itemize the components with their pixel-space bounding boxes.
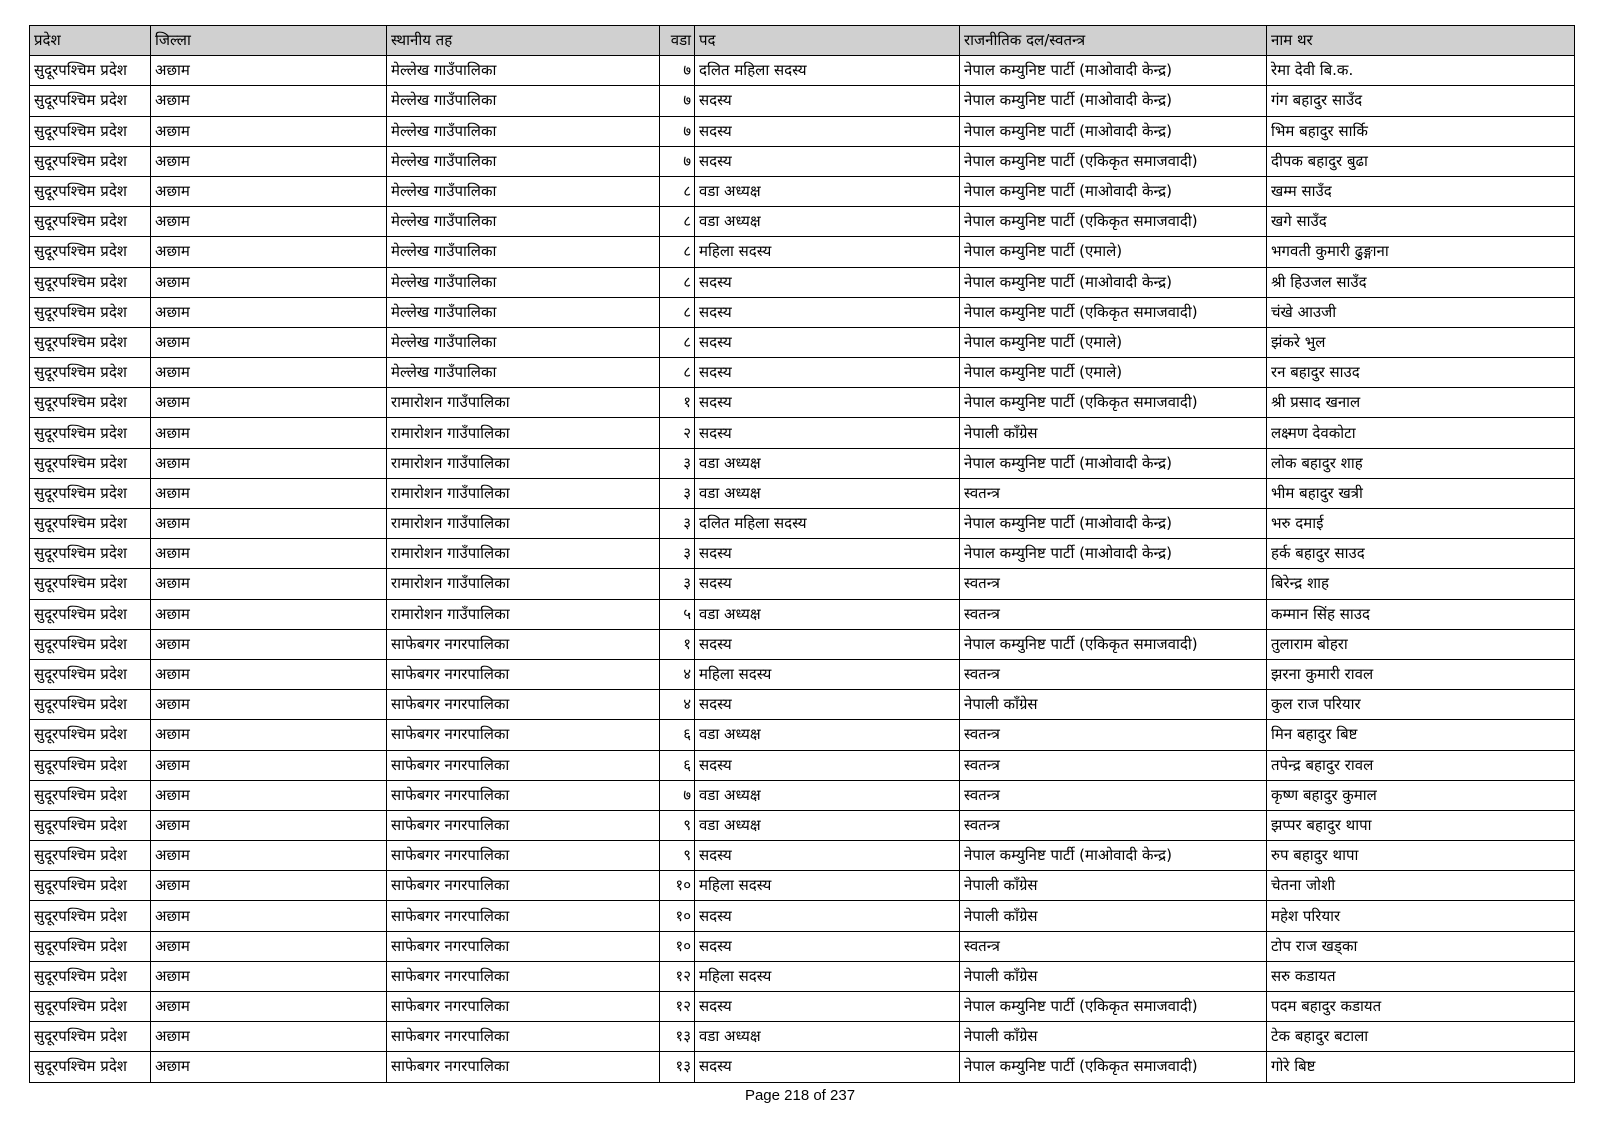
district-cell: अछाम [151, 810, 387, 840]
party-cell: नेपाल कम्युनिष्ट पार्टी (माओवादी केन्द्र) [960, 509, 1267, 539]
party-cell: स्वतन्त्र [960, 720, 1267, 750]
local-level-cell: साफेबगर नगरपालिका [387, 690, 660, 720]
table-row [30, 418, 1575, 448]
table-row [30, 267, 1575, 297]
party-cell: नेपाल कम्युनिष्ट पार्टी (माओवादी केन्द्र) [960, 267, 1267, 297]
province-cell: सुदूरपश्चिम प्रदेश [30, 539, 151, 569]
header-row [30, 26, 1575, 56]
table-row [30, 539, 1575, 569]
local-level-cell: रामारोशन गाउँपालिका [387, 448, 660, 478]
page-number: Page 218 of 237 [744, 1087, 856, 1104]
ward-cell: ७ [660, 780, 695, 810]
table-row [30, 478, 1575, 508]
province-cell: सुदूरपश्चिम प्रदेश [30, 569, 151, 599]
col-header-party: राजनीतिक दल/स्वतन्त्र [960, 26, 1267, 56]
name-cell: लोक बहादुर शाह [1267, 448, 1575, 478]
ward-cell: ९ [660, 841, 695, 871]
province-cell: सुदूरपश्चिम प्रदेश [30, 176, 151, 206]
party-cell: नेपाल कम्युनिष्ट पार्टी (माओवादी केन्द्र) [960, 539, 1267, 569]
position-cell: सदस्य [695, 116, 960, 146]
province-cell: सुदूरपश्चिम प्रदेश [30, 267, 151, 297]
table-row [30, 1022, 1575, 1052]
district-cell: अछाम [151, 871, 387, 901]
party-cell: नेपाल कम्युनिष्ट पार्टी (माओवादी केन्द्र) [960, 116, 1267, 146]
party-cell: नेपाल कम्युनिष्ट पार्टी (एकिकृत समाजवादी) [960, 388, 1267, 418]
ward-cell: १ [660, 388, 695, 418]
position-cell: वडा अध्यक्ष [695, 780, 960, 810]
table-row [30, 176, 1575, 206]
district-cell: अछाम [151, 1022, 387, 1052]
name-cell: बिरेन्द्र शाह [1267, 569, 1575, 599]
province-cell: सुदूरपश्चिम प्रदेश [30, 992, 151, 1022]
name-cell: कम्मान सिंह साउद [1267, 599, 1575, 629]
district-cell: अछाम [151, 961, 387, 991]
name-cell: खगे साउँद [1267, 207, 1575, 237]
name-cell: गंग बहादुर साउँद [1267, 86, 1575, 116]
table-header [30, 26, 1575, 56]
position-cell: सदस्य [695, 690, 960, 720]
local-level-cell: साफेबगर नगरपालिका [387, 871, 660, 901]
position-cell: सदस्य [695, 901, 960, 931]
district-cell: अछाम [151, 750, 387, 780]
name-cell: कृष्ण बहादुर कुमाल [1267, 780, 1575, 810]
name-cell: सरु कडायत [1267, 961, 1575, 991]
local-level-cell: साफेबगर नगरपालिका [387, 931, 660, 961]
ward-cell: ६ [660, 720, 695, 750]
local-level-cell: साफेबगर नगरपालिका [387, 720, 660, 750]
position-cell: वडा अध्यक्ष [695, 720, 960, 750]
local-level-cell: मेल्लेख गाउँपालिका [387, 358, 660, 388]
name-cell: भीम बहादुर खत्री [1267, 478, 1575, 508]
name-cell: झरना कुमारी रावल [1267, 659, 1575, 689]
local-level-cell: साफेबगर नगरपालिका [387, 961, 660, 991]
ward-cell: ४ [660, 690, 695, 720]
province-cell: सुदूरपश्चिम प्रदेश [30, 237, 151, 267]
table-row [30, 901, 1575, 931]
col-header-position: पद [695, 26, 960, 56]
name-cell: रेमा देवी बि.क. [1267, 56, 1575, 86]
party-cell: नेपाली काँग्रेस [960, 901, 1267, 931]
local-level-cell: रामारोशन गाउँपालिका [387, 569, 660, 599]
province-cell: सुदूरपश्चिम प्रदेश [30, 358, 151, 388]
district-cell: अछाम [151, 780, 387, 810]
ward-cell: १२ [660, 961, 695, 991]
name-cell: तुलाराम बोहरा [1267, 629, 1575, 659]
position-cell: सदस्य [695, 992, 960, 1022]
district-cell: अछाम [151, 388, 387, 418]
district-cell: अछाम [151, 539, 387, 569]
party-cell: नेपाल कम्युनिष्ट पार्टी (एमाले) [960, 237, 1267, 267]
table-row [30, 448, 1575, 478]
local-level-cell: रामारोशन गाउँपालिका [387, 539, 660, 569]
ward-cell: १३ [660, 1052, 695, 1082]
local-level-cell: मेल्लेख गाउँपालिका [387, 267, 660, 297]
ward-cell: ७ [660, 146, 695, 176]
position-cell: सदस्य [695, 629, 960, 659]
position-cell: सदस्य [695, 297, 960, 327]
table-row [30, 629, 1575, 659]
name-cell: श्री हिउजल साउँद [1267, 267, 1575, 297]
province-cell: सुदूरपश्चिम प्रदेश [30, 871, 151, 901]
position-cell: महिला सदस्य [695, 659, 960, 689]
province-cell: सुदूरपश्चिम प्रदेश [30, 690, 151, 720]
position-cell: महिला सदस्य [695, 237, 960, 267]
ward-cell: ७ [660, 56, 695, 86]
district-cell: अछाम [151, 659, 387, 689]
position-cell: सदस्य [695, 931, 960, 961]
table-row [30, 237, 1575, 267]
district-cell: अछाम [151, 448, 387, 478]
district-cell: अछाम [151, 86, 387, 116]
name-cell: हर्क बहादुर साउद [1267, 539, 1575, 569]
district-cell: अछाम [151, 478, 387, 508]
name-cell: भिम बहादुर सार्कि [1267, 116, 1575, 146]
ward-cell: ३ [660, 539, 695, 569]
district-cell: अछाम [151, 56, 387, 86]
local-level-cell: मेल्लेख गाउँपालिका [387, 327, 660, 357]
local-level-cell: साफेबगर नगरपालिका [387, 629, 660, 659]
province-cell: सुदूरपश्चिम प्रदेश [30, 56, 151, 86]
province-cell: सुदूरपश्चिम प्रदेश [30, 810, 151, 840]
party-cell: नेपाल कम्युनिष्ट पार्टी (माओवादी केन्द्र) [960, 448, 1267, 478]
party-cell: नेपाल कम्युनिष्ट पार्टी (माओवादी केन्द्र) [960, 56, 1267, 86]
district-cell: अछाम [151, 237, 387, 267]
district-cell: अछाम [151, 841, 387, 871]
ward-cell: १० [660, 871, 695, 901]
province-cell: सुदूरपश्चिम प्रदेश [30, 116, 151, 146]
position-cell: दलित महिला सदस्य [695, 509, 960, 539]
district-cell: अछाम [151, 931, 387, 961]
name-cell: झंकरे भुल [1267, 327, 1575, 357]
local-level-cell: मेल्लेख गाउँपालिका [387, 116, 660, 146]
district-cell: अछाम [151, 509, 387, 539]
local-level-cell: मेल्लेख गाउँपालिका [387, 176, 660, 206]
ward-cell: १ [660, 629, 695, 659]
province-cell: सुदूरपश्चिम प्रदेश [30, 780, 151, 810]
ward-cell: ७ [660, 116, 695, 146]
table-row [30, 750, 1575, 780]
province-cell: सुदूरपश्चिम प्रदेश [30, 901, 151, 931]
name-cell: टोप राज खड्का [1267, 931, 1575, 961]
ward-cell: ८ [660, 237, 695, 267]
name-cell: झप्पर बहादुर थापा [1267, 810, 1575, 840]
position-cell: सदस्य [695, 418, 960, 448]
table-row [30, 659, 1575, 689]
party-cell: नेपाली काँग्रेस [960, 418, 1267, 448]
province-cell: सुदूरपश्चिम प्रदेश [30, 207, 151, 237]
district-cell: अछाम [151, 297, 387, 327]
local-level-cell: मेल्लेख गाउँपालिका [387, 86, 660, 116]
results-table [29, 25, 1575, 1083]
name-cell: तपेन्द्र बहादुर रावल [1267, 750, 1575, 780]
local-level-cell: साफेबगर नगरपालिका [387, 841, 660, 871]
local-level-cell: साफेबगर नगरपालिका [387, 750, 660, 780]
party-cell: नेपाली काँग्रेस [960, 1022, 1267, 1052]
col-header-local-level: स्थानीय तह [387, 26, 660, 56]
party-cell: नेपाली काँग्रेस [960, 961, 1267, 991]
table-row [30, 1052, 1575, 1082]
local-level-cell: रामारोशन गाउँपालिका [387, 478, 660, 508]
ward-cell: ३ [660, 509, 695, 539]
province-cell: सुदूरपश्चिम प्रदेश [30, 509, 151, 539]
table-row [30, 599, 1575, 629]
ward-cell: ८ [660, 176, 695, 206]
name-cell: गोरे बिष्ट [1267, 1052, 1575, 1082]
position-cell: वडा अध्यक्ष [695, 478, 960, 508]
name-cell: भगवती कुमारी ढुङ्गाना [1267, 237, 1575, 267]
table-row [30, 358, 1575, 388]
local-level-cell: साफेबगर नगरपालिका [387, 901, 660, 931]
position-cell: सदस्य [695, 841, 960, 871]
table-row [30, 86, 1575, 116]
table-row [30, 690, 1575, 720]
col-header-name: नाम थर [1267, 26, 1575, 56]
party-cell: नेपाल कम्युनिष्ट पार्टी (माओवादी केन्द्र) [960, 176, 1267, 206]
local-level-cell: मेल्लेख गाउँपालिका [387, 237, 660, 267]
party-cell: नेपाल कम्युनिष्ट पार्टी (एकिकृत समाजवादी) [960, 992, 1267, 1022]
ward-cell: ५ [660, 599, 695, 629]
province-cell: सुदूरपश्चिम प्रदेश [30, 629, 151, 659]
position-cell: महिला सदस्य [695, 961, 960, 991]
ward-cell: १३ [660, 1022, 695, 1052]
party-cell: नेपाल कम्युनिष्ट पार्टी (एकिकृत समाजवादी) [960, 297, 1267, 327]
position-cell: वडा अध्यक्ष [695, 810, 960, 840]
table-row [30, 207, 1575, 237]
table-row [30, 116, 1575, 146]
ward-cell: ८ [660, 297, 695, 327]
province-cell: सुदूरपश्चिम प्रदेश [30, 327, 151, 357]
ward-cell: ८ [660, 207, 695, 237]
local-level-cell: रामारोशन गाउँपालिका [387, 418, 660, 448]
province-cell: सुदूरपश्चिम प्रदेश [30, 1052, 151, 1082]
position-cell: सदस्य [695, 750, 960, 780]
party-cell: नेपाल कम्युनिष्ट पार्टी (एकिकृत समाजवादी) [960, 1052, 1267, 1082]
party-cell: नेपाल कम्युनिष्ट पार्टी (एकिकृत समाजवादी) [960, 629, 1267, 659]
district-cell: अछाम [151, 358, 387, 388]
district-cell: अछाम [151, 116, 387, 146]
table-row [30, 297, 1575, 327]
district-cell: अछाम [151, 992, 387, 1022]
position-cell: दलित महिला सदस्य [695, 56, 960, 86]
name-cell: खम्म साउँद [1267, 176, 1575, 206]
table-row [30, 327, 1575, 357]
party-cell: नेपाल कम्युनिष्ट पार्टी (माओवादी केन्द्र) [960, 841, 1267, 871]
table-row [30, 146, 1575, 176]
name-cell: कुल राज परियार [1267, 690, 1575, 720]
party-cell: स्वतन्त्र [960, 569, 1267, 599]
province-cell: सुदूरपश्चिम प्रदेश [30, 750, 151, 780]
table-row [30, 961, 1575, 991]
local-level-cell: मेल्लेख गाउँपालिका [387, 297, 660, 327]
name-cell: महेश परियार [1267, 901, 1575, 931]
party-cell: स्वतन्त्र [960, 750, 1267, 780]
name-cell: चंखे आउजी [1267, 297, 1575, 327]
party-cell: नेपाल कम्युनिष्ट पार्टी (एमाले) [960, 358, 1267, 388]
local-level-cell: साफेबगर नगरपालिका [387, 992, 660, 1022]
position-cell: सदस्य [695, 146, 960, 176]
position-cell: सदस्य [695, 86, 960, 116]
local-level-cell: साफेबगर नगरपालिका [387, 1022, 660, 1052]
party-cell: नेपाल कम्युनिष्ट पार्टी (एकिकृत समाजवादी) [960, 146, 1267, 176]
name-cell: टेक बहादुर बटाला [1267, 1022, 1575, 1052]
district-cell: अछाम [151, 176, 387, 206]
local-level-cell: रामारोशन गाउँपालिका [387, 388, 660, 418]
table-row [30, 841, 1575, 871]
province-cell: सुदूरपश्चिम प्रदेश [30, 478, 151, 508]
position-cell: वडा अध्यक्ष [695, 448, 960, 478]
position-cell: सदस्य [695, 327, 960, 357]
district-cell: अछाम [151, 146, 387, 176]
province-cell: सुदूरपश्चिम प्रदेश [30, 448, 151, 478]
province-cell: सुदूरपश्चिम प्रदेश [30, 599, 151, 629]
local-level-cell: मेल्लेख गाउँपालिका [387, 146, 660, 176]
party-cell: स्वतन्त्र [960, 780, 1267, 810]
district-cell: अछाम [151, 569, 387, 599]
province-cell: सुदूरपश्चिम प्रदेश [30, 841, 151, 871]
name-cell: पदम बहादुर कडायत [1267, 992, 1575, 1022]
name-cell: चेतना जोशी [1267, 871, 1575, 901]
ward-cell: ८ [660, 267, 695, 297]
party-cell: नेपाल कम्युनिष्ट पार्टी (एकिकृत समाजवादी) [960, 207, 1267, 237]
district-cell: अछाम [151, 901, 387, 931]
province-cell: सुदूरपश्चिम प्रदेश [30, 961, 151, 991]
district-cell: अछाम [151, 599, 387, 629]
local-level-cell: मेल्लेख गाउँपालिका [387, 56, 660, 86]
ward-cell: ३ [660, 569, 695, 599]
name-cell: मिन बहादुर बिष्ट [1267, 720, 1575, 750]
party-cell: नेपाल कम्युनिष्ट पार्टी (माओवादी केन्द्र) [960, 86, 1267, 116]
party-cell: नेपाली काँग्रेस [960, 871, 1267, 901]
ward-cell: १२ [660, 992, 695, 1022]
ward-cell: ९ [660, 810, 695, 840]
table-row [30, 569, 1575, 599]
name-cell: दीपक बहादुर बुढा [1267, 146, 1575, 176]
table-body [30, 56, 1575, 1082]
table-row [30, 992, 1575, 1022]
district-cell: अछाम [151, 418, 387, 448]
name-cell: श्री प्रसाद खनाल [1267, 388, 1575, 418]
position-cell: सदस्य [695, 1052, 960, 1082]
position-cell: वडा अध्यक्ष [695, 176, 960, 206]
ward-cell: १० [660, 931, 695, 961]
ward-cell: ६ [660, 750, 695, 780]
col-header-district: जिल्ला [151, 26, 387, 56]
table-row [30, 720, 1575, 750]
local-level-cell: साफेबगर नगरपालिका [387, 1052, 660, 1082]
local-level-cell: मेल्लेख गाउँपालिका [387, 207, 660, 237]
province-cell: सुदूरपश्चिम प्रदेश [30, 86, 151, 116]
position-cell: सदस्य [695, 358, 960, 388]
province-cell: सुदूरपश्चिम प्रदेश [30, 720, 151, 750]
district-cell: अछाम [151, 629, 387, 659]
table-row [30, 931, 1575, 961]
party-cell: स्वतन्त्र [960, 810, 1267, 840]
position-cell: वडा अध्यक्ष [695, 207, 960, 237]
ward-cell: ४ [660, 659, 695, 689]
table-row [30, 388, 1575, 418]
ward-cell: ८ [660, 358, 695, 388]
local-level-cell: साफेबगर नगरपालिका [387, 780, 660, 810]
ward-cell: ८ [660, 327, 695, 357]
ward-cell: १० [660, 901, 695, 931]
ward-cell: २ [660, 418, 695, 448]
table-row [30, 871, 1575, 901]
district-cell: अछाम [151, 690, 387, 720]
name-cell: रन बहादुर साउद [1267, 358, 1575, 388]
ward-cell: ३ [660, 478, 695, 508]
local-level-cell: रामारोशन गाउँपालिका [387, 509, 660, 539]
table-row [30, 509, 1575, 539]
district-cell: अछाम [151, 267, 387, 297]
province-cell: सुदूरपश्चिम प्रदेश [30, 931, 151, 961]
party-cell: नेपाल कम्युनिष्ट पार्टी (एमाले) [960, 327, 1267, 357]
district-cell: अछाम [151, 1052, 387, 1082]
position-cell: सदस्य [695, 569, 960, 599]
position-cell: महिला सदस्य [695, 871, 960, 901]
table-row [30, 780, 1575, 810]
party-cell: नेपाली काँग्रेस [960, 690, 1267, 720]
local-level-cell: साफेबगर नगरपालिका [387, 659, 660, 689]
party-cell: स्वतन्त्र [960, 659, 1267, 689]
province-cell: सुदूरपश्चिम प्रदेश [30, 146, 151, 176]
district-cell: अछाम [151, 207, 387, 237]
province-cell: सुदूरपश्चिम प्रदेश [30, 659, 151, 689]
ward-cell: ७ [660, 86, 695, 116]
district-cell: अछाम [151, 720, 387, 750]
local-level-cell: साफेबगर नगरपालिका [387, 810, 660, 840]
party-cell: स्वतन्त्र [960, 478, 1267, 508]
position-cell: सदस्य [695, 388, 960, 418]
col-header-ward: वडा [660, 26, 695, 56]
name-cell: लक्ष्मण देवकोटा [1267, 418, 1575, 448]
name-cell: रुप बहादुर थापा [1267, 841, 1575, 871]
province-cell: सुदूरपश्चिम प्रदेश [30, 1022, 151, 1052]
col-header-province: प्रदेश [30, 26, 151, 56]
local-level-cell: रामारोशन गाउँपालिका [387, 599, 660, 629]
position-cell: वडा अध्यक्ष [695, 599, 960, 629]
table-row [30, 56, 1575, 86]
province-cell: सुदूरपश्चिम प्रदेश [30, 297, 151, 327]
name-cell: भरु दमाई [1267, 509, 1575, 539]
position-cell: सदस्य [695, 539, 960, 569]
position-cell: वडा अध्यक्ष [695, 1022, 960, 1052]
party-cell: स्वतन्त्र [960, 599, 1267, 629]
province-cell: सुदूरपश्चिम प्रदेश [30, 388, 151, 418]
party-cell: स्वतन्त्र [960, 931, 1267, 961]
province-cell: सुदूरपश्चिम प्रदेश [30, 418, 151, 448]
district-cell: अछाम [151, 327, 387, 357]
position-cell: सदस्य [695, 267, 960, 297]
ward-cell: ३ [660, 448, 695, 478]
table-row [30, 810, 1575, 840]
